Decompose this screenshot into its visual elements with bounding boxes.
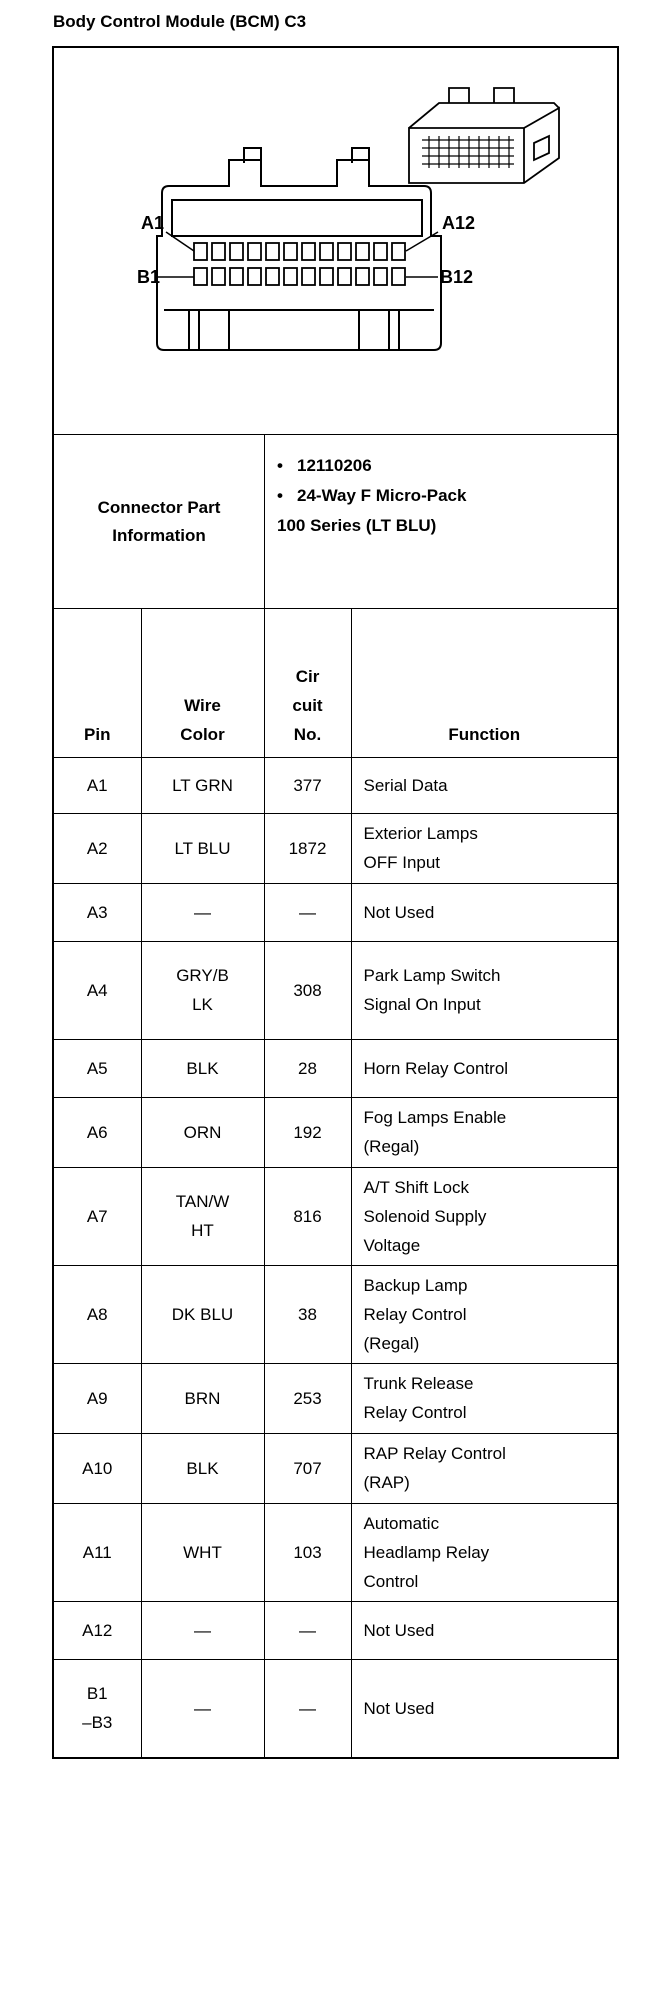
wire-color-cell [141,1265,264,1363]
pin-cell [54,883,141,941]
wire-color-cell-text: LT GRN [172,775,233,795]
function-cell-text: Headlamp Relay [363,1542,490,1562]
wire-color-cell [141,1601,264,1659]
pin-cell-text: A11 [82,1542,112,1562]
connector-illustration [54,48,617,434]
wire-color-cell-text: BRN [184,1388,221,1408]
wire-color-cell-text: — [194,902,211,922]
function-cell [351,883,617,941]
wire-color-cell-text: DK BLU [171,1304,234,1324]
pin-cell [54,941,141,1039]
pin-cell [54,1433,141,1503]
pin-cell-text: A6 [86,1122,108,1142]
pin-cell-text: A3 [86,902,108,922]
pinout-table [54,609,617,1757]
circuit-cell [264,1167,351,1265]
connector-diagram [54,48,617,435]
pin-cell-text: A12 [82,1620,113,1640]
circuit-cell-text: 707 [293,1458,322,1478]
label-b1: B1 [137,267,161,287]
page-title: Body Control Module (BCM) C3 [53,12,307,31]
pin-cell-text: A8 [86,1304,108,1324]
table-row [54,757,617,813]
function-cell [351,941,617,1039]
circuit-cell-text: 192 [293,1122,322,1142]
function-cell-text: Not Used [363,1698,435,1718]
function-cell-text: Relay Control [363,1304,467,1324]
circuit-cell-text: 253 [293,1388,322,1408]
col-header-wire-color: Wire Color [141,609,264,757]
pin-cell [54,1167,141,1265]
circuit-cell [264,813,351,883]
pin-cell [54,1503,141,1601]
pin-cell [54,813,141,883]
table-header-row [54,609,617,757]
circuit-cell-text: 377 [293,775,322,795]
circuit-cell [264,1659,351,1757]
label-b12: B12 [440,267,474,287]
circuit-cell [264,1601,351,1659]
wire-color-cell [141,941,264,1039]
wire-color-cell-text: LK [192,995,213,1014]
pin-cell-text: B1 [86,1684,108,1704]
function-cell [351,813,617,883]
circuit-cell-text: — [299,1620,316,1640]
label-a1: A1 [141,213,165,233]
circuit-cell-text: 308 [293,980,322,1000]
wire-color-cell [141,757,264,813]
function-cell [351,1167,617,1265]
table-row [54,1167,617,1265]
function-cell [351,1601,617,1659]
part-info-heading: Connector Part Information [54,435,265,608]
table-row [54,1433,617,1503]
pin-cell-text: A4 [86,980,108,1000]
pin-cell [54,1601,141,1659]
circuit-cell-text: — [299,902,316,922]
function-cell-text: Solenoid Supply [363,1206,487,1226]
wire-color-cell-text: BLK [186,1458,219,1478]
pin-cell [54,757,141,813]
wire-color-cell-text: WHT [183,1542,222,1562]
function-cell-text: Park Lamp Switch [363,966,501,985]
function-cell [351,1097,617,1167]
function-cell-text: Trunk Release [363,1374,474,1393]
circuit-cell [264,1503,351,1601]
wire-color-cell [141,1039,264,1097]
function-cell [351,1265,617,1363]
function-cell [351,757,617,813]
circuit-cell-text: 38 [298,1304,317,1324]
pin-cell-text: A2 [86,838,108,858]
connector-series: 100 Series (LT BLU) [277,516,437,535]
circuit-cell-text: 28 [298,1058,317,1078]
pinout-rows [54,757,617,1757]
wire-color-cell [141,883,264,941]
function-cell-text: Exterior Lamps [363,824,478,843]
pin-cell-text: A10 [82,1458,113,1478]
function-cell-text: A/T Shift Lock [363,1177,470,1197]
circuit-cell [264,883,351,941]
wire-color-cell-text: LT BLU [174,838,231,858]
pin-cell-text: A1 [86,775,108,795]
function-cell [351,1039,617,1097]
pin-cell [54,1265,141,1363]
connector-part-info [54,435,617,609]
wire-color-cell [141,1503,264,1601]
table-row [54,1039,617,1097]
table-row [54,1265,617,1363]
circuit-cell-text: — [299,1698,316,1718]
pin-cell [54,1039,141,1097]
wire-color-cell-text: — [194,1620,211,1640]
table-row [54,1097,617,1167]
connector-3d-view [409,88,559,183]
part-info-details [265,435,617,608]
circuit-cell [264,757,351,813]
function-cell-text: Not Used [363,902,435,922]
table-row [54,813,617,883]
wire-color-cell [141,813,264,883]
table-row [54,883,617,941]
pin-cell [54,1659,141,1757]
circuit-cell [264,1097,351,1167]
function-cell-text: RAP Relay Control [363,1444,506,1463]
function-cell [351,1503,617,1601]
connector-frame [52,46,619,1759]
wire-color-cell-text: GRY/B [176,966,229,985]
pin-cell [54,1363,141,1433]
circuit-cell [264,1265,351,1363]
function-cell-text: Control [363,1571,419,1591]
circuit-cell [264,1433,351,1503]
table-row [54,1503,617,1601]
function-cell-text: (Regal) [363,1333,420,1353]
circuit-cell-text: 103 [293,1542,322,1562]
function-cell-text: Automatic [363,1513,440,1533]
table-row [54,1601,617,1659]
table-row [54,941,617,1039]
wire-color-cell [141,1167,264,1265]
function-cell-text: Voltage [363,1235,421,1255]
wire-color-cell-text: — [194,1698,211,1718]
pin-cell [54,1097,141,1167]
wire-color-cell-text: ORN [183,1122,222,1142]
pin-cell-text: A7 [86,1206,108,1226]
connector-type: • 24-Way F Micro-Pack [277,486,467,505]
circuit-cell [264,1363,351,1433]
col-header-function: Function [351,609,617,757]
part-number: • 12110206 [277,456,372,475]
wire-color-cell-text: TAN/W [175,1192,230,1211]
wire-color-cell [141,1363,264,1433]
wire-color-cell [141,1097,264,1167]
pin-cell-text: A9 [86,1388,108,1408]
circuit-cell-text: 816 [293,1206,322,1226]
pin-cavities [194,243,405,285]
function-cell-text: (RAP) [363,1473,410,1492]
table-row [54,1363,617,1433]
circuit-cell [264,1039,351,1097]
function-cell-text: Not Used [363,1620,435,1640]
col-header-pin: Pin [54,609,141,757]
wire-color-cell [141,1433,264,1503]
function-cell-text: Relay Control [363,1403,467,1422]
pin-cell-text: A5 [86,1058,108,1078]
function-cell-text: Serial Data [363,775,448,795]
function-cell [351,1659,617,1757]
function-cell-text: Horn Relay Control [363,1058,509,1078]
function-cell-text: OFF Input [363,853,441,872]
function-cell-text: Signal On Input [363,995,481,1014]
pin-cell-text: –B3 [82,1713,113,1733]
table-row [54,1659,617,1757]
wire-color-cell-text: BLK [186,1058,219,1078]
circuit-cell-text: 1872 [288,838,327,858]
wire-color-cell-text: HT [191,1221,214,1240]
label-a12: A12 [442,213,476,233]
function-cell [351,1433,617,1503]
function-cell-text: Backup Lamp [363,1275,468,1295]
function-cell-text: (Regal) [363,1137,420,1156]
col-header-circuit: Cir cuit No. [264,609,351,757]
circuit-cell [264,941,351,1039]
function-cell-text: Fog Lamps Enable [363,1108,507,1127]
wire-color-cell [141,1659,264,1757]
function-cell [351,1363,617,1433]
